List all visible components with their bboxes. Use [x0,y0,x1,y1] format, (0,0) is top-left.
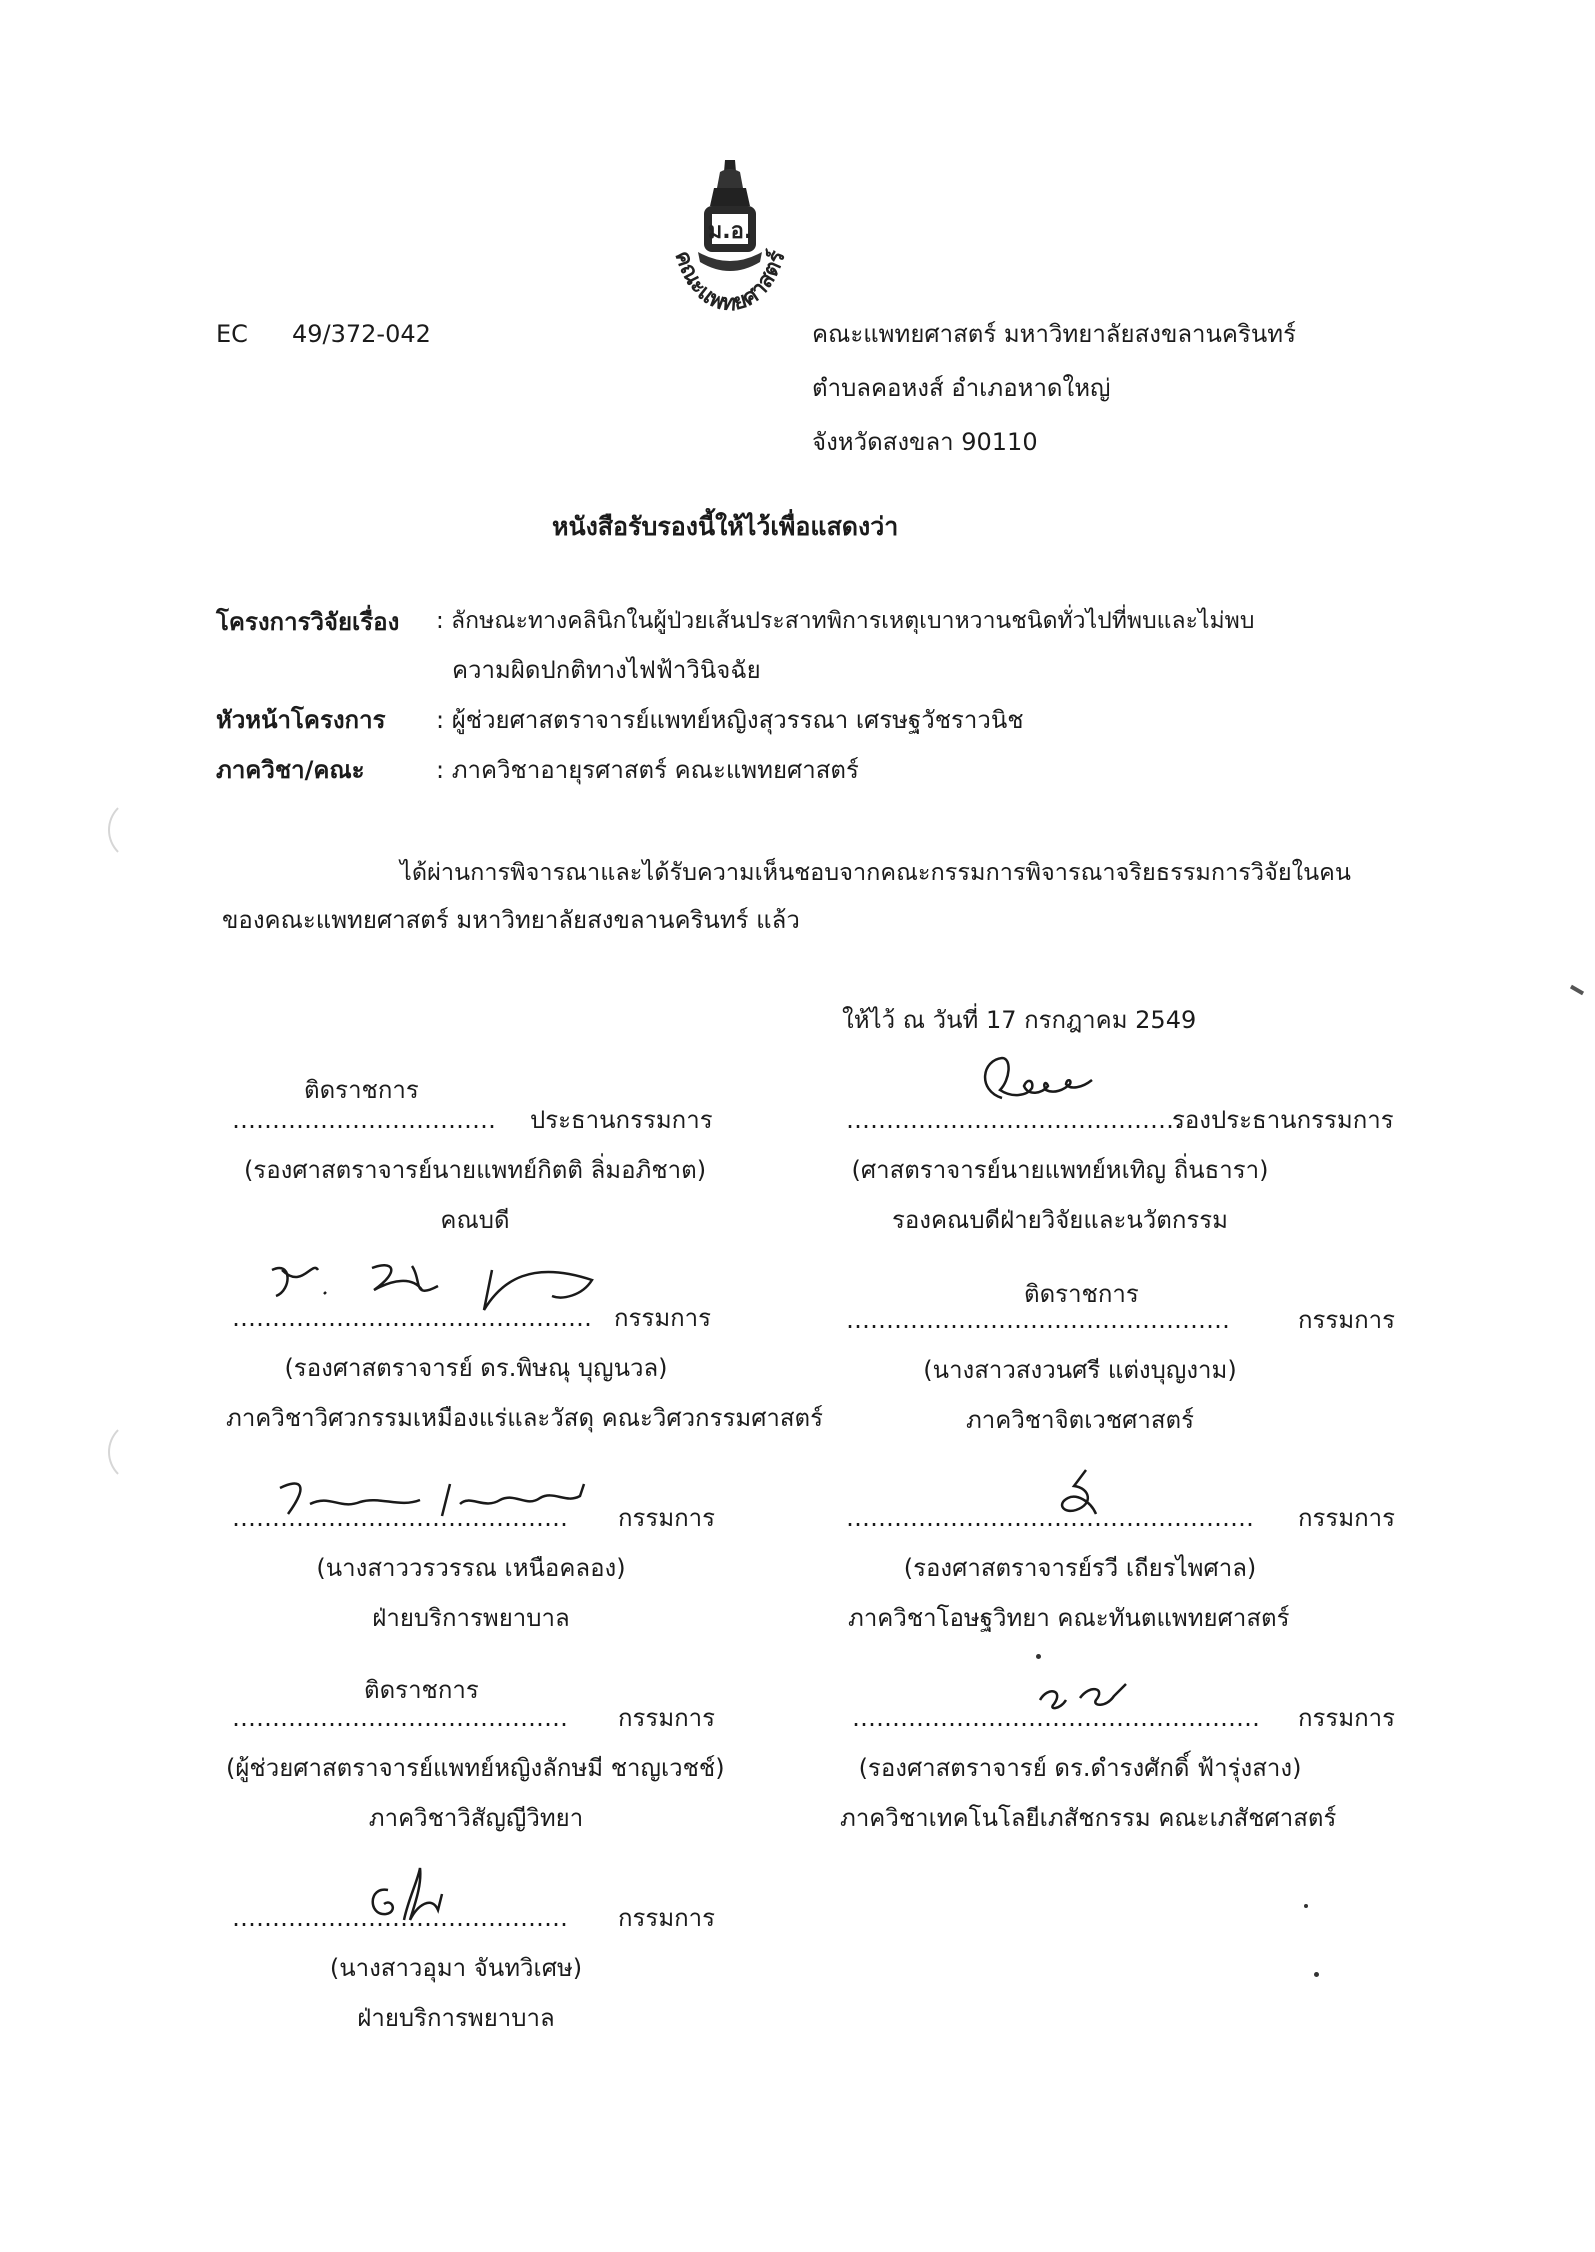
signature-line-dots: ……………………………………… [232,1304,592,1332]
signatory-role: กรรมการ [618,1504,716,1532]
signature-line-dots: ………………………………………… [846,1306,1230,1334]
signatory-name: (ผู้ช่วยศาสตราจารย์แพทย์หญิงลักษมี ชาญเวชช์) [226,1754,725,1782]
signatory-name: (ศาสตราจารย์นายแพทย์หเทิญ ถิ่นธารา) [851,1156,1269,1184]
approval-paragraph-line-1: ได้ผ่านการพิจารณาและได้รับความเห็นชอบจากคณะกรรมการพิจารณาจริยธรรมการวิจัยในคน [400,858,1351,886]
signature-line-dots: …………………………… [232,1106,496,1134]
svg-text:ม.อ.: ม.อ. [707,219,753,244]
absent-note: ติดราชการ [364,1676,479,1704]
signatory-name: (รองศาสตราจารย์นายแพทย์กิตติ ลิ่มอภิชาต) [243,1156,707,1184]
signatory-position: ภาควิชาโอษฐวิทยา คณะทันตแพทยศาสตร์ [848,1604,1290,1632]
signature-line-dots: …………………………………………… [846,1504,1254,1532]
absent-note: ติดราชการ [1024,1280,1139,1308]
handwritten-signature [972,1050,1102,1110]
signatory-position: ภาควิชาวิสัญญีวิทยา [368,1804,584,1832]
signatory-role: กรรมการ [1298,1306,1396,1334]
signatory-position: ภาควิชาเทคโนโลยีเภสัชกรรม คณะเภสัชศาสตร์ [840,1804,1337,1832]
signatory-role: กรรมการ [618,1904,716,1932]
signatory-position: คณบดี [440,1206,510,1234]
scan-speck [1036,1654,1041,1659]
address-line-3: จังหวัดสงขลา 90110 [812,428,1038,456]
head-label: หัวหน้าโครงการ [216,706,386,734]
signatory-position: ภาควิชาวิศวกรรมเหมืองแร่และวัสดุ คณะวิศวกรรมศาสตร์ [226,1404,824,1432]
signatory-name: (รองศาสตราจารย์ ดร.ดำรงศักดิ์ ฟ้ารุ่งสาง) [858,1754,1302,1782]
ec-number: 49/372-042 [292,320,431,348]
signatory-name: (นางสาวสงวนศรี แต่งบุญงาม) [923,1356,1237,1384]
signatory-name: (นางสาววรวรรณ เหนือคลอง) [316,1554,626,1582]
dept-value: : ภาควิชาอายุรศาสตร์ คณะแพทยศาสตร์ [436,756,859,784]
address-line-1: คณะแพทยศาสตร์ มหาวิทยาลัยสงขลานครินทร์ [812,320,1296,348]
signatory-role: กรรมการ [1298,1504,1396,1532]
absent-note: ติดราชการ [304,1076,419,1104]
address-line-2: ตำบลคอหงส์ อำเภอหาดใหญ่ [812,374,1111,402]
approval-paragraph-line-2: ของคณะแพทยศาสตร์ มหาวิทยาลัยสงขลานครินทร์ แล้ว [222,906,800,934]
project-value-line-2: ความผิดปกติทางไฟฟ้าวินิจฉัย [452,656,761,684]
signatory-role: กรรมการ [618,1704,716,1732]
signatory-name: (รองศาสตราจารย์รวี เถียรไพศาล) [903,1554,1257,1582]
signature-line-dots: …………………………………… [232,1704,568,1732]
svg-text:คณะแพทยศาสตร์ [669,247,790,316]
signatory-name: (รองศาสตราจารย์ ดร.พิษณุ บุญนวล) [284,1354,668,1382]
ec-label: EC [216,320,248,348]
signatory-position: ฝ่ายบริการพยาบาล [372,1604,570,1632]
faculty-seal-logo [640,158,820,318]
signatory-role: ประธานกรรมการ [530,1106,713,1134]
scan-speck [1570,985,1584,995]
signature-line-dots: …………………………………… [232,1504,568,1532]
head-value: : ผู้ช่วยศาสตราจารย์แพทย์หญิงสุวรรณา เศรษฐวัชราวนิช [436,706,1024,734]
project-label: โครงการวิจัยเรื่อง [216,608,400,636]
scan-speck [1304,1904,1308,1908]
signatory-role: รองประธานกรรมการ [1172,1106,1394,1134]
signatory-name: (นางสาวอุมา จันทวิเศษ) [329,1954,583,1982]
signature-line-dots: …………………………………… [232,1904,568,1932]
document-title: หนังสือรับรองนี้ให้ไว้เพื่อแสดงว่า [552,512,899,541]
signatory-role: กรรมการ [614,1304,712,1332]
signatory-position: ภาควิชาจิตเวชศาสตร์ [965,1406,1195,1434]
signatory-position: รองคณบดีฝ่ายวิจัยและนวัตกรรม [891,1206,1229,1234]
issue-date: ให้ไว้ ณ วันที่ 17 กรกฎาคม 2549 [842,1006,1197,1034]
punch-hole-mark [108,1420,172,1484]
signature-line-dots: …………………………………………… [852,1704,1260,1732]
dept-label: ภาควิชา/คณะ [216,756,365,784]
project-value-line-1: : ลักษณะทางคลินิกในผู้ป่วยเส้นประสาทพิการเหตุเบาหวานชนิดทั่วไปที่พบและไม่พบ [436,608,1255,634]
logo-text: คณะแพทยศาสตร์ [669,247,791,317]
signature-line-dots: …………………………………… [846,1106,1182,1134]
scan-speck [1314,1972,1319,1977]
signatory-position: ฝ่ายบริการพยาบาล [357,2004,555,2032]
signatory-role: กรรมการ [1298,1704,1396,1732]
punch-hole-mark [108,798,172,862]
